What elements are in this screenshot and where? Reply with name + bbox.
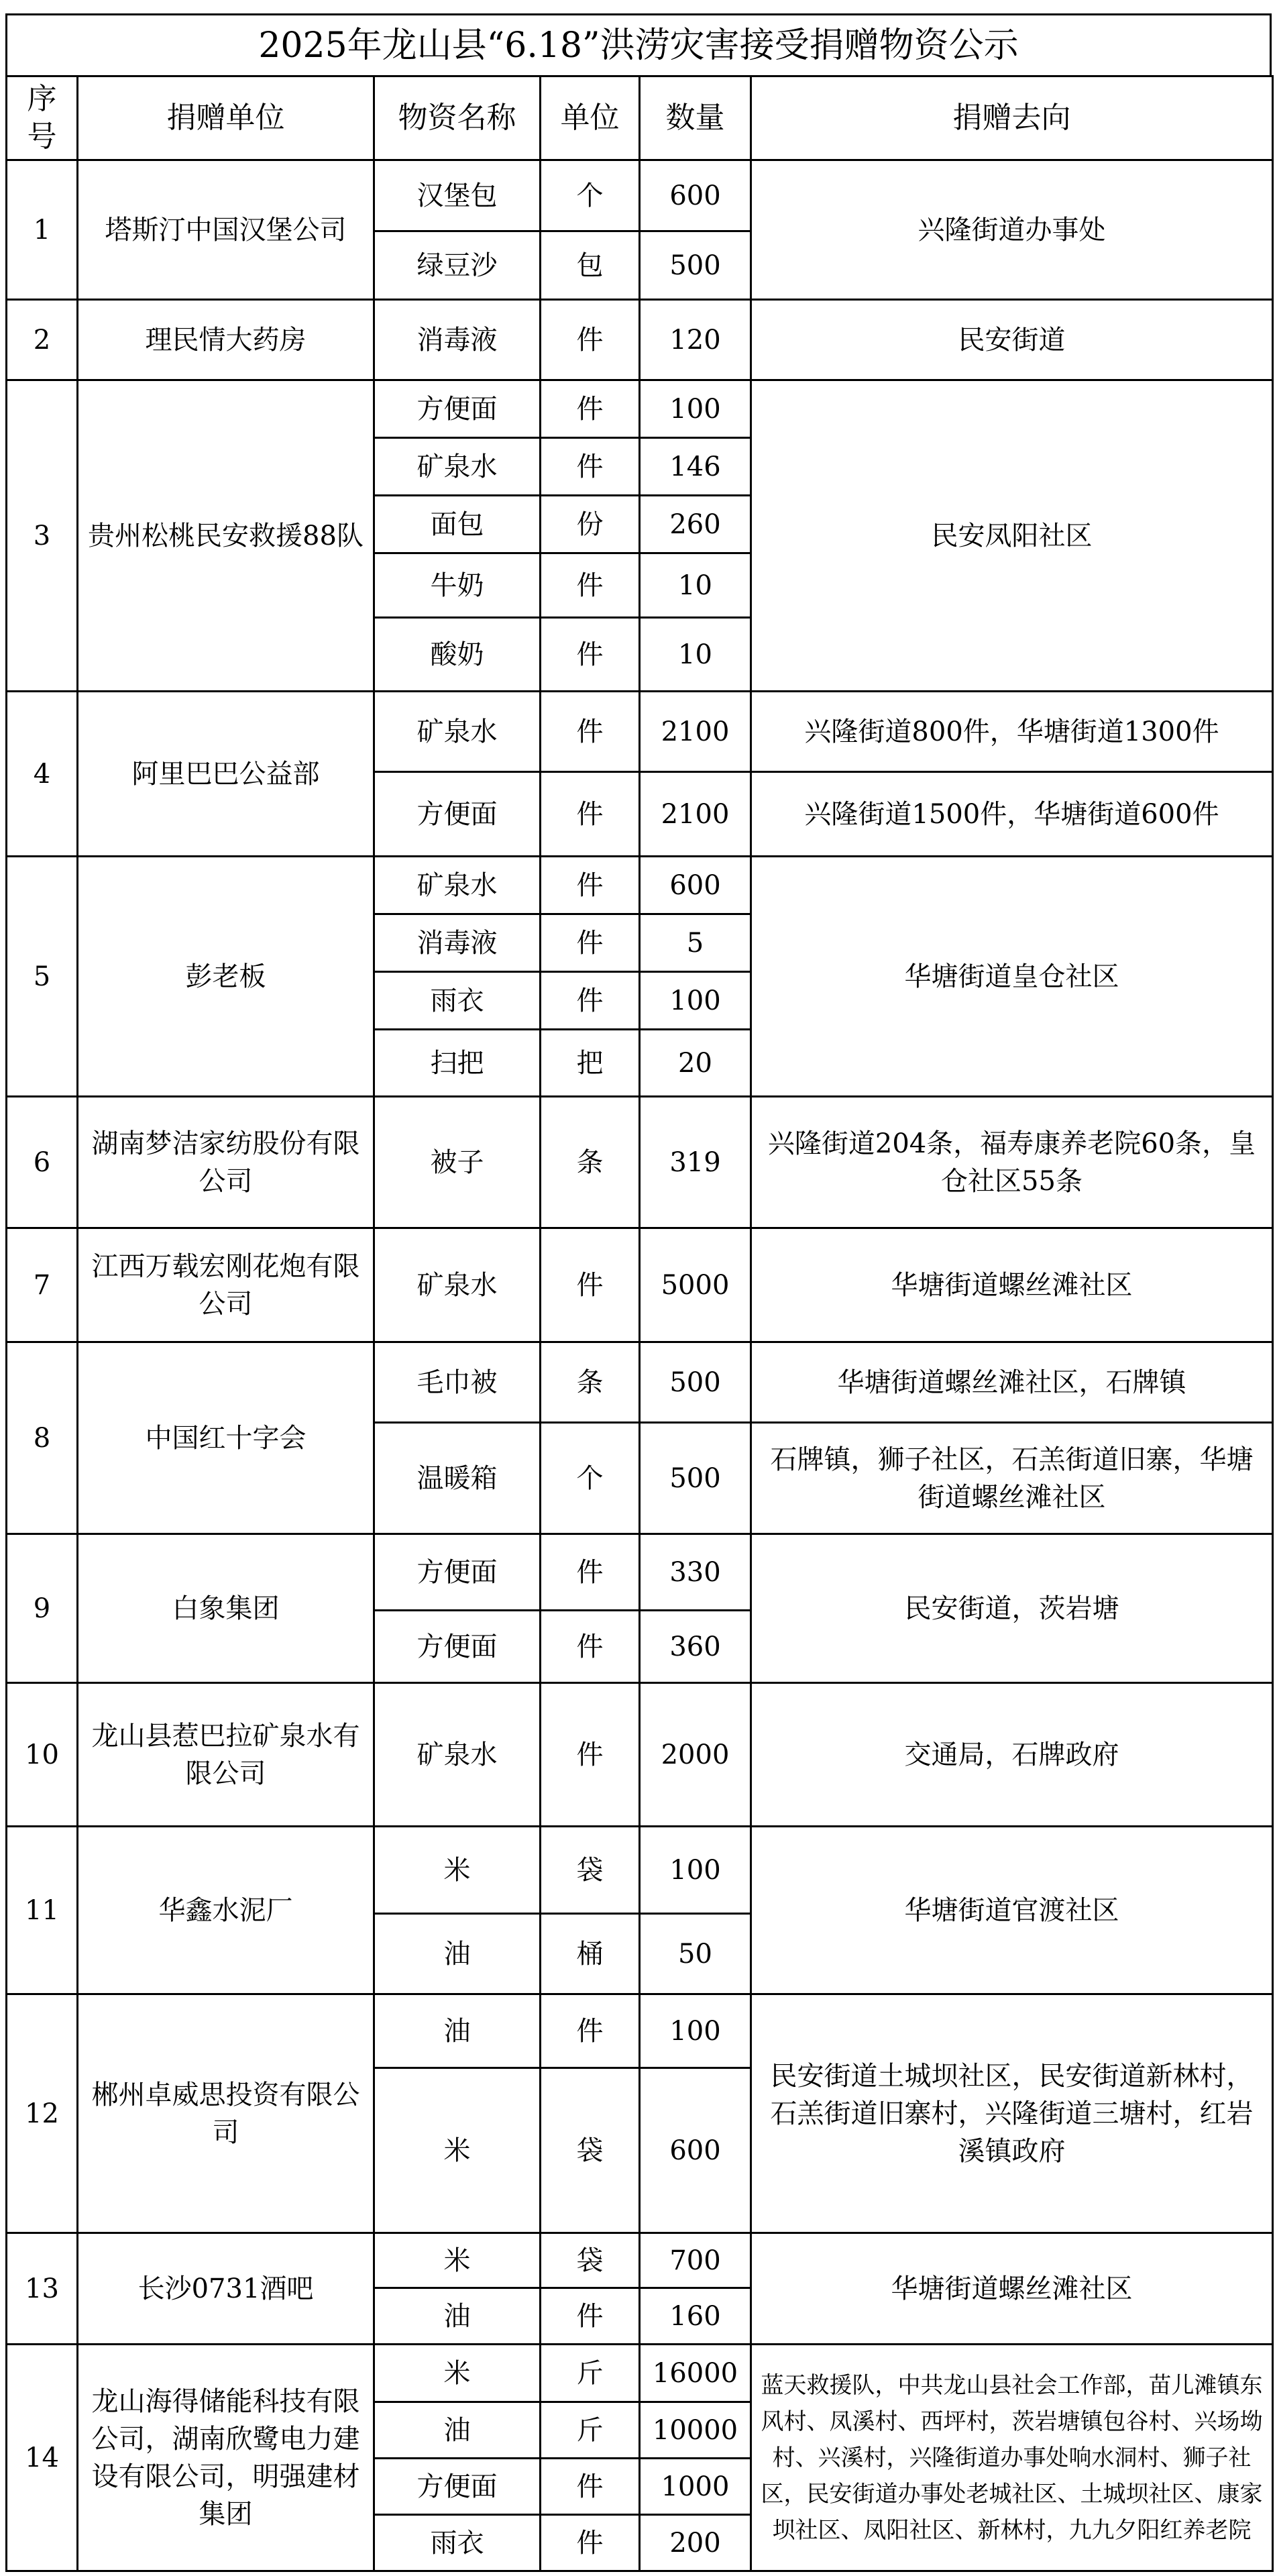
seq-cell: 3 bbox=[7, 380, 78, 692]
dest-cell: 兴隆街道204条，福寿康养老院60条，皇仓社区55条 bbox=[751, 1097, 1273, 1228]
table-row bbox=[7, 857, 1273, 914]
item-name-cell: 米 bbox=[374, 1827, 541, 1914]
donor-cell: 龙山海得储能科技有限公司，湖南欣鹭电力建设有限公司，明强建材集团 bbox=[78, 2345, 374, 2571]
item-unit-cell: 件 bbox=[541, 772, 640, 857]
item-unit-cell: 件 bbox=[541, 1683, 640, 1827]
donor-cell: 中国红十字会 bbox=[78, 1342, 374, 1534]
item-name-cell: 酸奶 bbox=[374, 618, 541, 692]
table-row bbox=[7, 1683, 1273, 1827]
item-qty-cell: 146 bbox=[640, 438, 751, 496]
item-name-cell: 雨衣 bbox=[374, 972, 541, 1030]
item-unit-cell: 件 bbox=[541, 2515, 640, 2571]
item-qty-cell: 16000 bbox=[640, 2345, 751, 2402]
seq-cell: 14 bbox=[7, 2345, 78, 2571]
donor-cell: 白象集团 bbox=[78, 1534, 374, 1683]
seq-cell: 6 bbox=[7, 1097, 78, 1228]
item-qty-cell: 5 bbox=[640, 914, 751, 972]
item-name-cell: 矿泉水 bbox=[374, 1228, 541, 1342]
donor-cell: 理民情大药房 bbox=[78, 300, 374, 380]
seq-cell: 5 bbox=[7, 857, 78, 1097]
item-qty-cell: 200 bbox=[640, 2515, 751, 2571]
table-row bbox=[7, 380, 1273, 438]
item-unit-cell: 件 bbox=[541, 553, 640, 618]
donor-cell: 塔斯汀中国汉堡公司 bbox=[78, 160, 374, 300]
dest-cell: 民安凤阳社区 bbox=[751, 380, 1273, 692]
seq-cell: 7 bbox=[7, 1228, 78, 1342]
item-unit-cell: 条 bbox=[541, 1342, 640, 1423]
item-qty-cell: 500 bbox=[640, 1423, 751, 1534]
item-qty-cell: 600 bbox=[640, 160, 751, 231]
dest-cell: 华塘街道皇仓社区 bbox=[751, 857, 1273, 1097]
donor-cell: 郴州卓威思投资有限公司 bbox=[78, 1994, 374, 2233]
item-name-cell: 牛奶 bbox=[374, 553, 541, 618]
item-unit-cell: 个 bbox=[541, 160, 640, 231]
item-unit-cell: 件 bbox=[541, 1228, 640, 1342]
header-donor: 捐赠单位 bbox=[78, 76, 374, 160]
table-row bbox=[7, 300, 1273, 380]
donor-cell: 贵州松桃民安救援88队 bbox=[78, 380, 374, 692]
item-name-cell: 扫把 bbox=[374, 1030, 541, 1097]
item-unit-cell: 份 bbox=[541, 496, 640, 553]
item-name-cell: 油 bbox=[374, 2402, 541, 2459]
table-row bbox=[7, 1228, 1273, 1342]
item-qty-cell: 700 bbox=[640, 2233, 751, 2288]
table-row bbox=[7, 1097, 1273, 1228]
dest-cell: 兴隆街道办事处 bbox=[751, 160, 1273, 300]
item-name-cell: 油 bbox=[374, 1994, 541, 2068]
item-qty-cell: 2000 bbox=[640, 1683, 751, 1827]
seq-cell: 1 bbox=[7, 160, 78, 300]
item-unit-cell: 把 bbox=[541, 1030, 640, 1097]
item-qty-cell: 100 bbox=[640, 1994, 751, 2068]
item-qty-cell: 330 bbox=[640, 1534, 751, 1611]
item-qty-cell: 10 bbox=[640, 553, 751, 618]
seq-cell: 8 bbox=[7, 1342, 78, 1534]
item-unit-cell: 件 bbox=[541, 300, 640, 380]
dest-cell: 蓝天救援队，中共龙山县社会工作部，苗儿滩镇东风村、凤溪村、西坪村，茨岩塘镇包谷村、兴场坳村、兴溪村，兴隆街道办事处响水洞村、狮子社区，民安街道办事处老城社区、土城坝社区、康家坝社区、凤阳社区、新林村，九九夕阳红养老院 bbox=[751, 2345, 1273, 2571]
item-unit-cell: 桶 bbox=[541, 1914, 640, 1994]
item-qty-cell: 50 bbox=[640, 1914, 751, 1994]
dest-cell: 兴隆街道1500件，华塘街道600件 bbox=[751, 772, 1273, 857]
item-unit-cell: 斤 bbox=[541, 2345, 640, 2402]
item-name-cell: 被子 bbox=[374, 1097, 541, 1228]
item-unit-cell: 袋 bbox=[541, 1827, 640, 1914]
item-name-cell: 汉堡包 bbox=[374, 160, 541, 231]
item-qty-cell: 2100 bbox=[640, 772, 751, 857]
item-name-cell: 绿豆沙 bbox=[374, 231, 541, 300]
donor-cell: 长沙0731酒吧 bbox=[78, 2233, 374, 2345]
item-name-cell: 面包 bbox=[374, 496, 541, 553]
item-name-cell: 消毒液 bbox=[374, 914, 541, 972]
dest-cell: 民安街道土城坝社区，民安街道新林村，石羔街道旧寨村，兴隆街道三塘村，红岩溪镇政府 bbox=[751, 1994, 1273, 2233]
item-qty-cell: 5000 bbox=[640, 1228, 751, 1342]
item-unit-cell: 件 bbox=[541, 692, 640, 772]
seq-cell: 4 bbox=[7, 692, 78, 857]
item-qty-cell: 20 bbox=[640, 1030, 751, 1097]
table-row bbox=[7, 2345, 1273, 2402]
item-qty-cell: 160 bbox=[640, 2288, 751, 2345]
item-name-cell: 油 bbox=[374, 2288, 541, 2345]
item-unit-cell: 件 bbox=[541, 2459, 640, 2515]
dest-cell: 华塘街道螺丝滩社区 bbox=[751, 1228, 1273, 1342]
item-name-cell: 米 bbox=[374, 2068, 541, 2233]
donor-cell: 江西万载宏刚花炮有限公司 bbox=[78, 1228, 374, 1342]
item-qty-cell: 260 bbox=[640, 496, 751, 553]
item-name-cell: 消毒液 bbox=[374, 300, 541, 380]
dest-cell: 交通局，石牌政府 bbox=[751, 1683, 1273, 1827]
item-unit-cell: 件 bbox=[541, 438, 640, 496]
item-unit-cell: 件 bbox=[541, 1611, 640, 1683]
donor-cell: 华鑫水泥厂 bbox=[78, 1827, 374, 1994]
item-unit-cell: 件 bbox=[541, 857, 640, 914]
dest-cell: 华塘街道螺丝滩社区，石牌镇 bbox=[751, 1342, 1273, 1423]
item-unit-cell: 件 bbox=[541, 380, 640, 438]
item-unit-cell: 斤 bbox=[541, 2402, 640, 2459]
item-name-cell: 米 bbox=[374, 2233, 541, 2288]
item-name-cell: 方便面 bbox=[374, 1534, 541, 1611]
item-name-cell: 方便面 bbox=[374, 380, 541, 438]
item-qty-cell: 10000 bbox=[640, 2402, 751, 2459]
item-unit-cell: 件 bbox=[541, 972, 640, 1030]
item-unit-cell: 个 bbox=[541, 1423, 640, 1534]
item-name-cell: 毛巾被 bbox=[374, 1342, 541, 1423]
item-qty-cell: 100 bbox=[640, 1827, 751, 1914]
seq-cell: 10 bbox=[7, 1683, 78, 1827]
dest-cell: 民安街道，茨岩塘 bbox=[751, 1534, 1273, 1683]
item-unit-cell: 件 bbox=[541, 914, 640, 972]
item-name-cell: 方便面 bbox=[374, 772, 541, 857]
donor-cell: 阿里巴巴公益部 bbox=[78, 692, 374, 857]
dest-cell: 华塘街道螺丝滩社区 bbox=[751, 2233, 1273, 2345]
donor-cell: 彭老板 bbox=[78, 857, 374, 1097]
item-name-cell: 矿泉水 bbox=[374, 1683, 541, 1827]
table-row bbox=[7, 1534, 1273, 1611]
item-name-cell: 米 bbox=[374, 2345, 541, 2402]
table-row bbox=[7, 1342, 1273, 1423]
seq-cell: 12 bbox=[7, 1994, 78, 2233]
item-qty-cell: 2100 bbox=[640, 692, 751, 772]
donor-cell: 湖南梦洁家纺股份有限公司 bbox=[78, 1097, 374, 1228]
dest-cell: 华塘街道官渡社区 bbox=[751, 1827, 1273, 1994]
donor-cell: 龙山县惹巴拉矿泉水有限公司 bbox=[78, 1683, 374, 1827]
item-name-cell: 方便面 bbox=[374, 2459, 541, 2515]
header-row bbox=[7, 76, 1273, 160]
item-unit-cell: 件 bbox=[541, 618, 640, 692]
header-seq: 序号 bbox=[7, 76, 78, 160]
item-name-cell: 矿泉水 bbox=[374, 857, 541, 914]
donation-table bbox=[5, 75, 1274, 2572]
item-unit-cell: 件 bbox=[541, 1534, 640, 1611]
table-row bbox=[7, 692, 1273, 772]
sheet-title: 2025年龙山县“6.18”洪涝灾害接受捐赠物资公示 bbox=[5, 13, 1272, 75]
item-qty-cell: 1000 bbox=[640, 2459, 751, 2515]
item-name-cell: 矿泉水 bbox=[374, 438, 541, 496]
item-name-cell: 温暖箱 bbox=[374, 1423, 541, 1534]
item-qty-cell: 10 bbox=[640, 618, 751, 692]
item-unit-cell: 袋 bbox=[541, 2068, 640, 2233]
header-item: 物资名称 bbox=[374, 76, 541, 160]
table-row bbox=[7, 1827, 1273, 1914]
item-unit-cell: 袋 bbox=[541, 2233, 640, 2288]
item-name-cell: 矿泉水 bbox=[374, 692, 541, 772]
table-row bbox=[7, 160, 1273, 231]
seq-cell: 11 bbox=[7, 1827, 78, 1994]
item-name-cell: 方便面 bbox=[374, 1611, 541, 1683]
item-qty-cell: 500 bbox=[640, 1342, 751, 1423]
seq-cell: 9 bbox=[7, 1534, 78, 1683]
item-unit-cell: 件 bbox=[541, 1994, 640, 2068]
header-unit: 单位 bbox=[541, 76, 640, 160]
item-qty-cell: 600 bbox=[640, 2068, 751, 2233]
item-unit-cell: 条 bbox=[541, 1097, 640, 1228]
item-qty-cell: 360 bbox=[640, 1611, 751, 1683]
table-row bbox=[7, 1994, 1273, 2068]
item-qty-cell: 500 bbox=[640, 231, 751, 300]
item-qty-cell: 100 bbox=[640, 380, 751, 438]
item-unit-cell: 包 bbox=[541, 231, 640, 300]
item-qty-cell: 120 bbox=[640, 300, 751, 380]
table-row bbox=[7, 2233, 1273, 2288]
seq-cell: 2 bbox=[7, 300, 78, 380]
dest-cell: 兴隆街道800件，华塘街道1300件 bbox=[751, 692, 1273, 772]
item-name-cell: 油 bbox=[374, 1914, 541, 1994]
item-qty-cell: 600 bbox=[640, 857, 751, 914]
item-qty-cell: 100 bbox=[640, 972, 751, 1030]
item-qty-cell: 319 bbox=[640, 1097, 751, 1228]
dest-cell: 石牌镇，狮子社区，石羔街道旧寨，华塘街道螺丝滩社区 bbox=[751, 1423, 1273, 1534]
item-unit-cell: 件 bbox=[541, 2288, 640, 2345]
item-name-cell: 雨衣 bbox=[374, 2515, 541, 2571]
header-dest: 捐赠去向 bbox=[751, 76, 1273, 160]
dest-cell: 民安街道 bbox=[751, 300, 1273, 380]
header-qty: 数量 bbox=[640, 76, 751, 160]
seq-cell: 13 bbox=[7, 2233, 78, 2345]
